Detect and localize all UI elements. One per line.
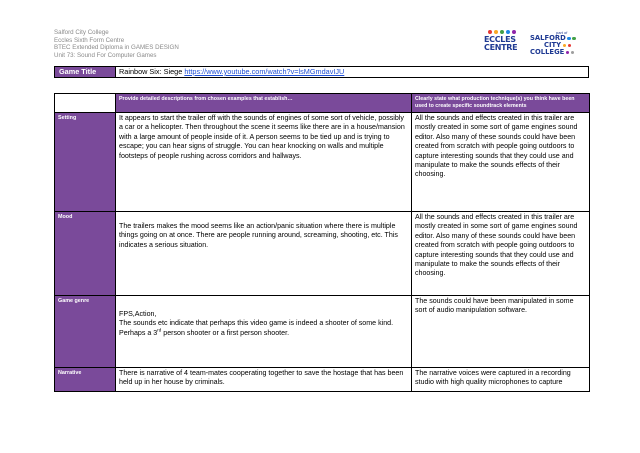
- row-label-setting: Setting: [55, 113, 116, 212]
- eccles-centre-logo: [484, 30, 520, 54]
- row-label-mood: Mood: [55, 212, 116, 296]
- header-blank-cell: [55, 94, 116, 113]
- genre-description-line1: FPS,Action,: [119, 310, 157, 318]
- row-label-game-genre: Game genre: [55, 296, 116, 368]
- game-title-label: Game Title: [55, 67, 116, 77]
- table-header-row: [55, 94, 590, 113]
- eccles-logo-word1: ECCLES: [484, 35, 516, 44]
- mood-description: The trailers makes the mood seems like an action/panic situation where there is multiple things going on at once. There are people running around, screaming, shooting, etc. This indicates a serious situation.: [119, 222, 398, 249]
- table-row-narrative: [55, 368, 590, 392]
- description-column-header: Provide detailed descriptions from chosen examples that establish…: [116, 94, 412, 113]
- mood-description-cell: [116, 212, 412, 296]
- row-label-narrative: Narrative: [55, 368, 116, 392]
- header-line-unit: Unit 73: Sound For Computer Games: [54, 51, 157, 59]
- eccles-logo-dots: [488, 30, 520, 34]
- header-line-college: Salford City College: [54, 29, 109, 36]
- game-title-row: [54, 66, 589, 78]
- table-row-game-genre: [55, 296, 590, 368]
- genre-technique: The sounds could have been manipulated in some sort of audio manipulation software.: [412, 296, 590, 368]
- setting-technique: All the sounds and effects created in this trailer are mostly created in some sort of game engines sound editor. Also many of these sounds could have been created from scratch with people going outdoors to capture interesting sounds that they could use and manipulate to make the sounds effects of their choosing.: [412, 113, 590, 212]
- header-line-course: BTEC Extended Diploma in GAMES DESIGN: [54, 44, 179, 52]
- salford-logo-word1: SALFORD: [530, 34, 566, 42]
- game-trailer-link[interactable]: https://www.youtube.com/watch?v=lsMGmdavIJU: [184, 67, 345, 76]
- table-row-setting: [55, 113, 590, 212]
- salford-logo-word2: CITY: [544, 41, 562, 49]
- game-name: Rainbow Six: Siege: [119, 67, 183, 76]
- document-header: [54, 29, 179, 59]
- ordinal-suffix: rd: [157, 327, 162, 333]
- genre-description-cell: [116, 296, 412, 368]
- salford-logo-small: part of: [556, 30, 568, 35]
- table-row-mood: [55, 212, 590, 296]
- setting-description: It appears to start the trailer off with the sounds of engines of some sort of vehicle, possibly a car or a helicopter. Then throughout the scene it seems like there are in a house/mansion with a large amount of people inside of it. A person seems to be tied up and is trying to escape; you can hear signs of struggle. You can hear knocking on walls and multiple footsteps of people rushing across corridors and hallways.: [116, 113, 412, 212]
- header-line-centre: Eccles Sixth Form Centre: [54, 36, 125, 44]
- narrative-description: There is narrative of 4 team-mates cooperating together to save the hostage that has been held up in her house by criminals.: [116, 368, 412, 392]
- game-title-value: [116, 67, 344, 77]
- eccles-logo-word2: CENTRE: [484, 43, 518, 52]
- mood-technique: All the sounds and effects created in this trailer are mostly created in some sort of game engines sound editor. Also many of these sounds could have been created from scratch with people going outdoors to capture interesting sounds that they could use and manipulate to make the sounds effects of their choosing.: [412, 212, 590, 296]
- narrative-technique: The narrative voices were captured in a recording studio with high quality microphones to capture: [412, 368, 590, 392]
- genre-description-line2: The sounds etc indicate that perhaps this video game is indeed a shooter of some kind. Perhaps a 3rd person shooter or a first person shooter.: [119, 319, 394, 337]
- salford-city-college-logo: [530, 30, 592, 54]
- salford-logo-word3: COLLEGE: [530, 48, 565, 56]
- technique-column-header: Clearly state what production technique(s) you think have been used to create specific soundtrack elements: [412, 94, 590, 113]
- analysis-table: [54, 93, 590, 392]
